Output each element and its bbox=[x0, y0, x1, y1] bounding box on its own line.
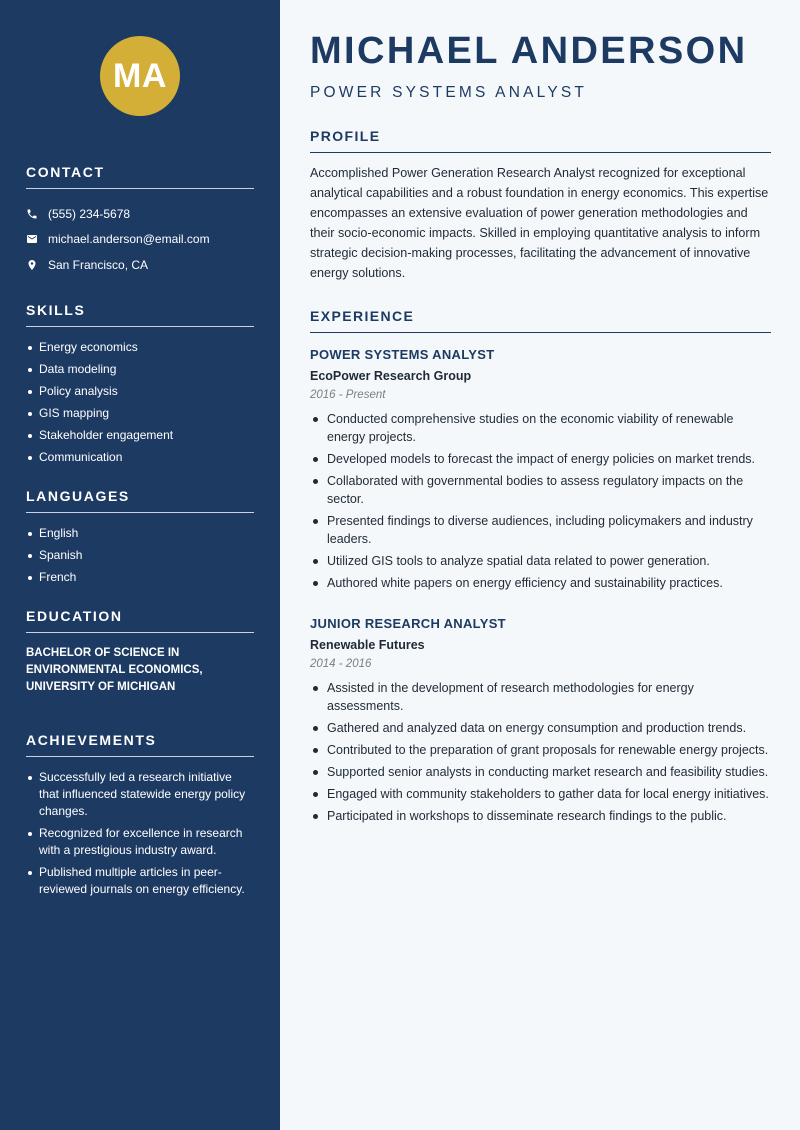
job-bullet: Assisted in the development of research methodologies for energy assessments. bbox=[310, 679, 771, 715]
languages-list bbox=[26, 525, 254, 586]
contact-section bbox=[26, 164, 254, 278]
job-bullet: Collaborated with governmental bodies to assess regulatory impacts on the sector. bbox=[310, 472, 771, 508]
experience-job bbox=[310, 347, 771, 596]
contact-heading: CONTACT bbox=[26, 164, 254, 189]
skills-heading: SKILLS bbox=[26, 302, 254, 327]
job-bullet: Utilized GIS tools to analyze spatial data related to power generation. bbox=[310, 552, 771, 570]
contact-email[interactable] bbox=[26, 227, 254, 253]
education-section bbox=[26, 608, 254, 696]
job-bullet: Developed models to forecast the impact of energy policies on market trends. bbox=[310, 450, 771, 468]
skill-item: Policy analysis bbox=[26, 383, 254, 400]
education-degree: BACHELOR OF SCIENCE IN ENVIRONMENTAL ECONOMICS, UNIVERSITY OF MICHIGAN bbox=[26, 646, 203, 693]
contact-phone[interactable] bbox=[26, 201, 254, 227]
experience-heading: EXPERIENCE bbox=[310, 308, 771, 333]
phone-text: (555) 234-5678 bbox=[48, 206, 131, 221]
contact-location bbox=[26, 252, 254, 278]
job-bullet: Presented findings to diverse audiences, including policymakers and industry leaders. bbox=[310, 512, 771, 548]
phone-icon bbox=[26, 208, 38, 220]
job-role: JUNIOR RESEARCH ANALYST bbox=[310, 616, 506, 631]
job-bullet: Engaged with community stakeholders to gather data for local energy initiatives. bbox=[310, 785, 771, 803]
skills-list bbox=[26, 339, 254, 466]
job-company: Renewable Futures bbox=[310, 638, 425, 652]
profile-heading: PROFILE bbox=[310, 128, 771, 153]
job-bullet: Supported senior analysts in conducting market research and feasibility studies. bbox=[310, 763, 771, 781]
skill-item: Communication bbox=[26, 449, 254, 466]
experience-section bbox=[310, 308, 771, 333]
avatar-initials: MA bbox=[113, 56, 167, 95]
job-bullet: Contributed to the preparation of grant proposals for renewable energy projects. bbox=[310, 741, 771, 759]
job-bullet: Conducted comprehensive studies on the economic viability of renewable energy projects. bbox=[310, 410, 771, 446]
job-company: EcoPower Research Group bbox=[310, 369, 472, 383]
job-dates: 2016 - Present bbox=[310, 389, 386, 401]
email-text: michael.anderson@email.com bbox=[48, 232, 210, 247]
achievement-item: Successfully led a research initiative that influenced statewide energy policy changes. bbox=[26, 769, 254, 820]
skills-section bbox=[26, 302, 254, 466]
sidebar bbox=[0, 0, 280, 1130]
job-dates: 2014 - 2016 bbox=[310, 658, 372, 670]
experience-job bbox=[310, 616, 771, 829]
achievements-section bbox=[26, 732, 254, 898]
avatar bbox=[100, 36, 180, 116]
job-role: POWER SYSTEMS ANALYST bbox=[310, 347, 495, 362]
candidate-title: POWER SYSTEMS ANALYST bbox=[310, 84, 588, 101]
achievement-item: Published multiple articles in peer-reviewed journals on energy efficiency. bbox=[26, 864, 254, 898]
skill-item: Stakeholder engagement bbox=[26, 427, 254, 444]
job-bullets bbox=[310, 679, 771, 825]
profile-section bbox=[310, 128, 771, 283]
candidate-name: MICHAEL ANDERSON bbox=[310, 30, 748, 72]
achievements-heading: ACHIEVEMENTS bbox=[26, 732, 254, 757]
job-bullets bbox=[310, 410, 771, 592]
education-heading: EDUCATION bbox=[26, 608, 254, 633]
job-bullet: Authored white papers on energy efficiency and sustainability practices. bbox=[310, 574, 771, 592]
languages-section bbox=[26, 488, 254, 586]
email-icon bbox=[26, 233, 38, 245]
achievements-list bbox=[26, 769, 254, 898]
skill-item: Data modeling bbox=[26, 361, 254, 378]
skill-item: GIS mapping bbox=[26, 405, 254, 422]
language-item: Spanish bbox=[26, 547, 254, 564]
language-item: English bbox=[26, 525, 254, 542]
job-bullet: Participated in workshops to disseminate research findings to the public. bbox=[310, 807, 771, 825]
languages-heading: LANGUAGES bbox=[26, 488, 254, 513]
location-pin-icon bbox=[26, 259, 38, 271]
profile-text: Accomplished Power Generation Research Analyst recognized for exceptional analytical capabilities and a robust foundation in energy economics. This expertise encompasses an extensive evaluation of power generation methodologies and their socio-economic impacts. Skilled in employing quantitative analysis to inform strategic decision-making processes, facilitating the advancement of innovative energy solutions. bbox=[310, 166, 769, 280]
location-text: San Francisco, CA bbox=[48, 257, 149, 272]
language-item: French bbox=[26, 569, 254, 586]
achievement-item: Recognized for excellence in research with a prestigious industry award. bbox=[26, 825, 254, 859]
skill-item: Energy economics bbox=[26, 339, 254, 356]
job-bullet: Gathered and analyzed data on energy consumption and production trends. bbox=[310, 719, 771, 737]
